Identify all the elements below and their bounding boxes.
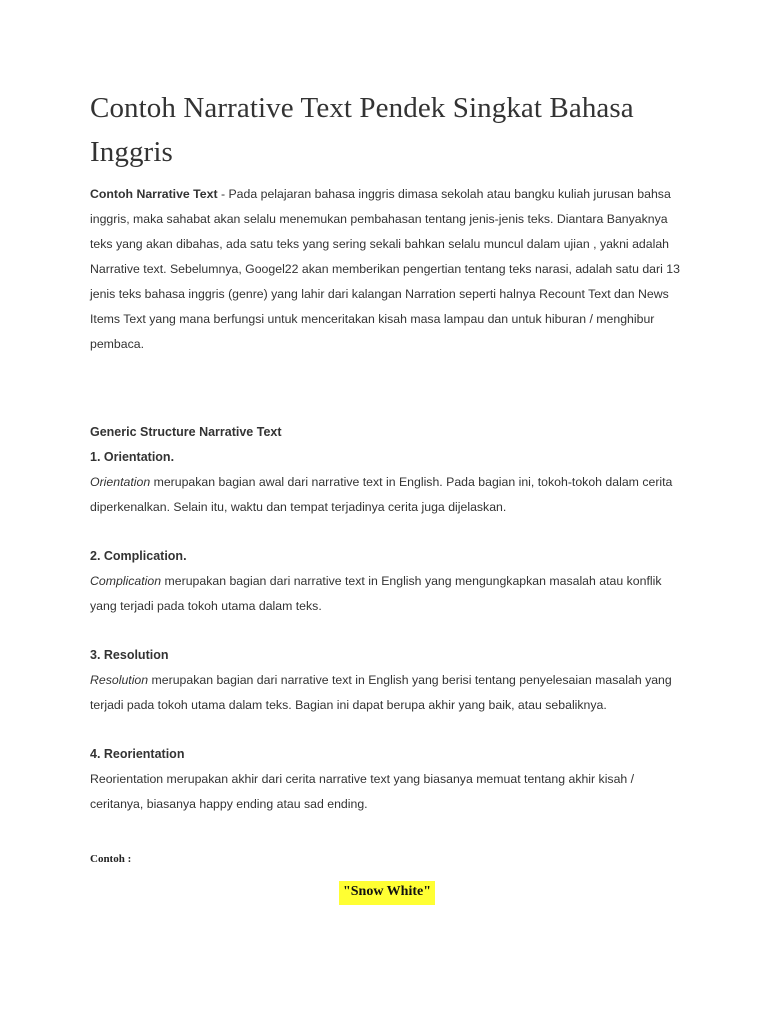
story-title-wrap — [90, 881, 680, 905]
intro-paragraph — [90, 182, 680, 357]
generic-structure-heading: Generic Structure Narrative Text — [90, 425, 282, 439]
section-heading: 3. Resolution — [90, 648, 169, 662]
section-term: Complication — [90, 574, 162, 588]
section-resolution — [90, 643, 680, 718]
section-heading: 4. Reorientation — [90, 747, 185, 761]
section-reorientation — [90, 742, 680, 817]
section-body — [90, 470, 680, 520]
section-term: Orientation — [90, 475, 151, 489]
contoh-label: Contoh : — [90, 853, 132, 865]
story-title: "Snow White" — [339, 881, 435, 905]
section-heading: 1. Orientation. — [90, 450, 175, 464]
section-body — [90, 767, 680, 817]
spacer — [90, 357, 680, 420]
section-text: merupakan bagian dari narrative text in English yang mengungkapkan masalah atau konflik yang terjadi pada tokoh utama dalam teks. — [90, 574, 662, 613]
section-orientation — [90, 445, 680, 520]
intro-text: - Pada pelajaran bahasa inggris dimasa sekolah atau bangku kuliah jurusan bahsa inggris, maka sahabat akan selalu menemukan pembahasan tentang jenis-jenis teks. Diantara Banyaknya teks yang akan dibahas, ada satu teks yang sering sekali bahkan selalu muncul dalam ujian , yakni adalah Narrative text. Sebelumnya, Googel22 akan memberikan pengertian tentang teks narasi, adalah satu dari 13 jenis teks bahasa inggris (genre) yang lahir dari kalangan Narration seperti halnya Recount Text dan News Items Text yang mana berfungsi untuk menceritakan kisah masa lampau dan untuk hiburan / menghibur pembaca. — [90, 187, 680, 351]
section-complication — [90, 544, 680, 619]
section-term: Resolution — [90, 673, 149, 687]
section-text: Reorientation merupakan akhir dari cerita narrative text yang biasanya memuat tentang akhir kisah / ceritanya, biasanya happy ending atau sad ending. — [90, 772, 635, 811]
section-text: merupakan bagian dari narrative text in English yang berisi tentang penyelesaian masalah yang terjadi pada tokoh utama dalam teks. Bagian ini dapat berupa akhir yang baik, atau sebaliknya. — [90, 673, 672, 712]
section-heading: 2. Complication. — [90, 549, 187, 563]
page-title: Contoh Narrative Text Pendek Singkat Bahasa Inggris — [90, 92, 634, 168]
section-body — [90, 569, 680, 619]
section-body — [90, 668, 680, 718]
intro-lead: Contoh Narrative Text — [90, 187, 218, 201]
section-text: merupakan bagian awal dari narrative text in English. Pada bagian ini, tokoh-tokoh dalam cerita diperkenalkan. Selain itu, waktu dan tempat terjadinya cerita juga dijelaskan. — [90, 475, 673, 514]
document-page — [90, 86, 680, 905]
